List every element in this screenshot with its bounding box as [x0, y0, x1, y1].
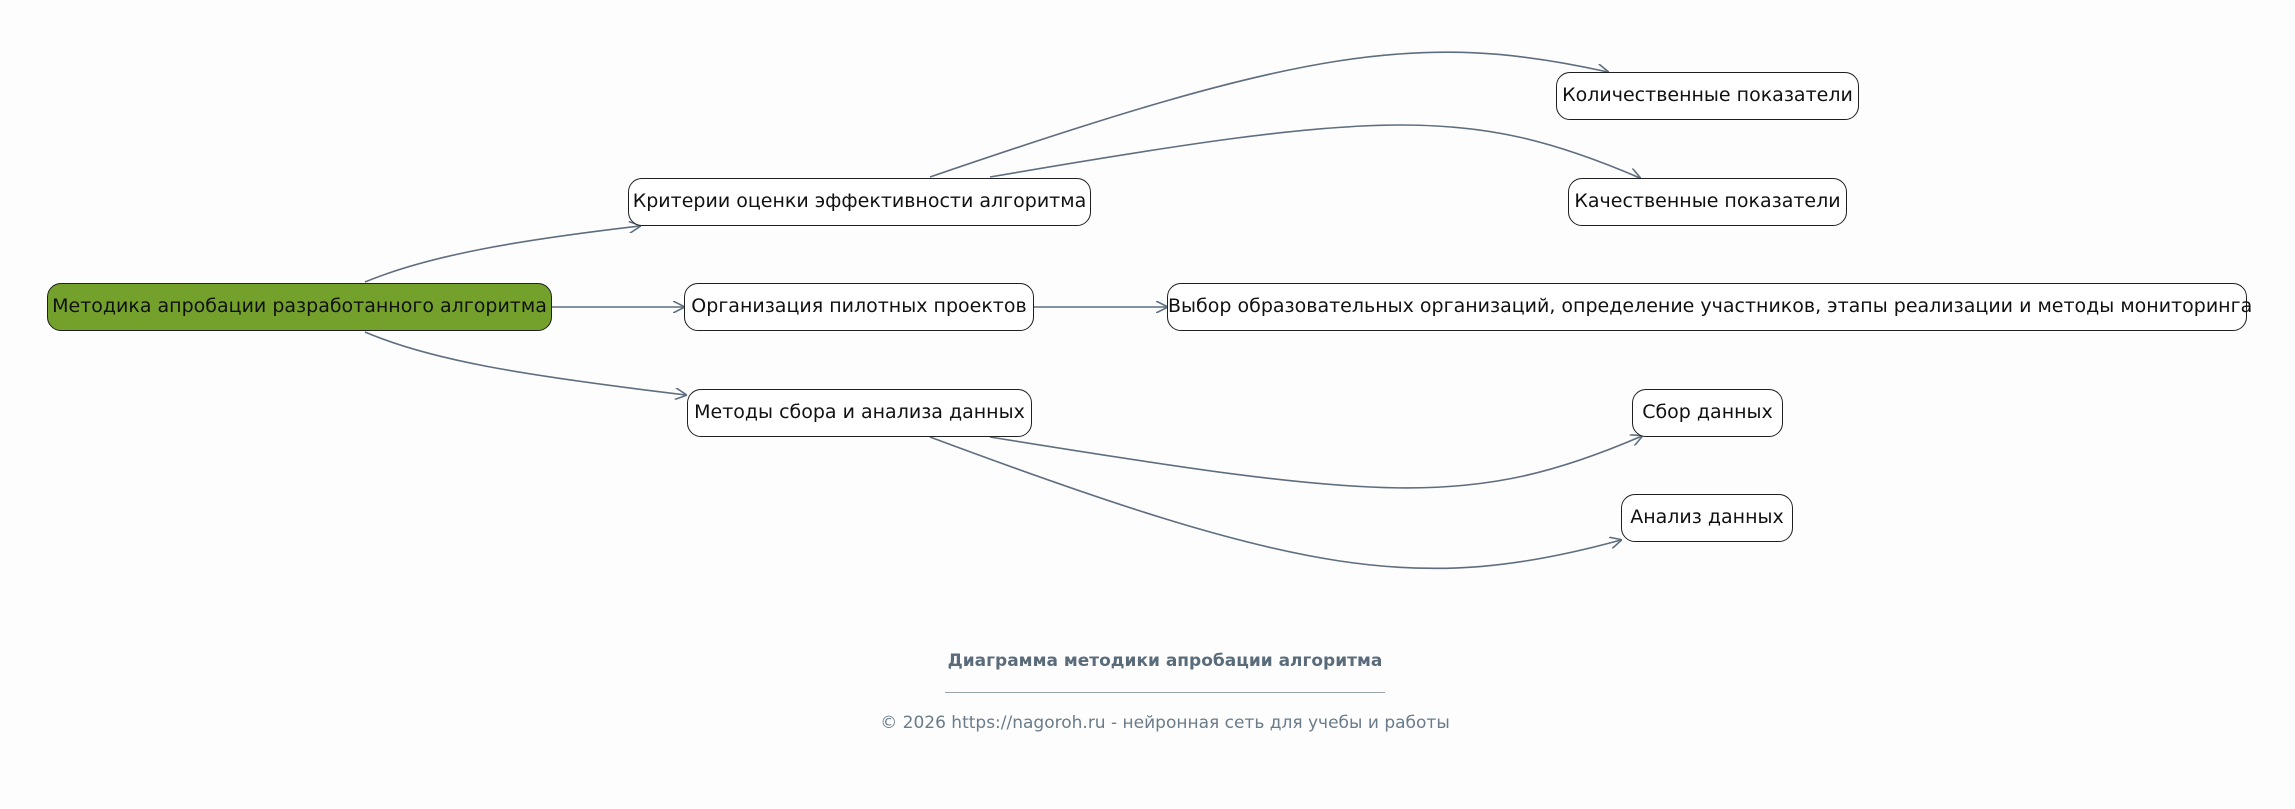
- edge-criteria-qualitative: [990, 125, 1640, 178]
- node-root-methodology: Методика апробации разработанного алгоритма: [47, 283, 552, 331]
- node-organization-selection: Выбор образовательных организаций, определение участников, этапы реализации и методы мониторинга: [1167, 283, 2247, 331]
- edge-root-methods: [365, 332, 686, 395]
- footer-copyright: © 2026 https://nagoroh.ru - нейронная сеть для учебы и работы: [880, 713, 1450, 733]
- edge-root-criteria: [365, 226, 640, 282]
- diagram-title: Диаграмма методики апробации алгоритма: [947, 651, 1383, 671]
- edge-criteria-quantitative: [930, 52, 1608, 177]
- node-evaluation-criteria: Критерии оценки эффективности алгоритма: [628, 178, 1091, 226]
- node-data-methods: Методы сбора и анализа данных: [687, 389, 1032, 437]
- node-data-collection: Сбор данных: [1632, 389, 1783, 437]
- node-qualitative-indicators: Качественные показатели: [1568, 178, 1847, 226]
- title-divider: [945, 692, 1385, 693]
- node-quantitative-indicators: Количественные показатели: [1556, 72, 1859, 120]
- edge-methods-analysis: [930, 437, 1621, 568]
- node-pilot-projects: Организация пилотных проектов: [684, 283, 1034, 331]
- node-data-analysis: Анализ данных: [1621, 494, 1793, 542]
- edge-methods-collection: [990, 436, 1642, 488]
